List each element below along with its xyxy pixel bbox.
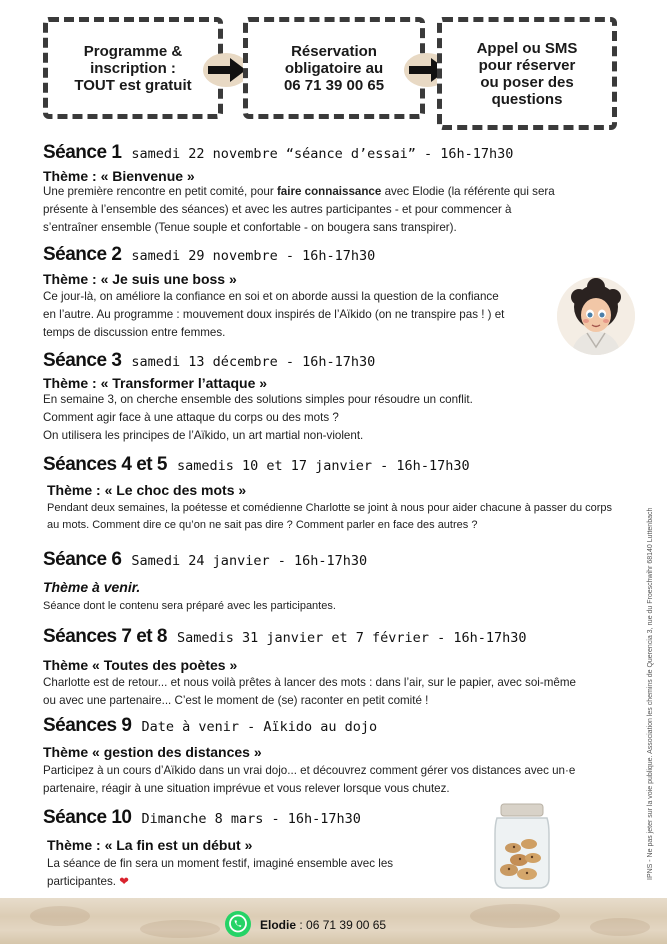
session-theme: Thème : « La fin est un début » bbox=[47, 837, 253, 853]
session-description: Ce jour-là, on améliore la confiance en soi et on aborde aussi la question de la confiance en l’autre. Au programme : mouvement doux inspirés de l’Aïkido (on ne transpire pas ! ) et temps de discussion entre femmes. bbox=[43, 290, 505, 339]
session-4-5-heading bbox=[43, 454, 470, 476]
session-description: En semaine 3, on cherche ensemble des solutions simples pour résoudre un conflit. Comment agir face à une attaque du corps ou des mots ? On utilisera les principes de l’Aïkido, un art martial non-violent. bbox=[43, 393, 473, 442]
session-3-heading bbox=[43, 350, 375, 372]
session-7-8-heading bbox=[43, 626, 526, 648]
box-line: obligatoire au bbox=[284, 59, 384, 77]
footer-phone[interactable]: 06 71 39 00 65 bbox=[306, 918, 387, 932]
info-box-reservation bbox=[243, 17, 425, 119]
session-10-heading bbox=[43, 807, 361, 829]
session-title: Séances 4 et 5 bbox=[43, 454, 167, 475]
session-theme: Thème : « Bienvenue » bbox=[43, 168, 195, 184]
session-date: Samedis 31 janvier et 7 février - 16h-17h30 bbox=[176, 630, 527, 646]
session-title: Séances 9 bbox=[43, 715, 132, 736]
footer-name: Elodie bbox=[260, 918, 297, 932]
session-theme: Thème « gestion des distances » bbox=[43, 744, 262, 760]
session-title: Séances 7 et 8 bbox=[43, 626, 167, 647]
session-theme: Thème « Toutes des poètes » bbox=[43, 657, 238, 673]
side-legal-note: IPNS - Ne pas jeter sur la voie publique. Association les chemins de Querencia 3, rue du Froeschwihr 68140 Luttenbach bbox=[647, 507, 654, 880]
session-description: La séance de fin sera un moment festif, imaginé ensemble avec les participantes. ❤ bbox=[47, 857, 394, 888]
session-date: samedi 22 novembre “séance d’essai” - 16h-17h30 bbox=[131, 146, 514, 162]
session-description: Une première rencontre en petit comité, pour faire connaissance avec Elodie (la référente qui sera présente à l’ensemble des séances) et avec les autres participantes - et pour commencer à s’entraîner ensemble (Tenue souple et confortable - on bougera sans transpirer). bbox=[43, 185, 555, 234]
session-date: Samedi 24 janvier - 16h-17h30 bbox=[131, 553, 368, 569]
session-theme: Thème : « Transformer l’attaque » bbox=[43, 375, 268, 391]
session-title: Séance 6 bbox=[43, 549, 122, 570]
session-date: samedis 10 et 17 janvier - 16h-17h30 bbox=[176, 458, 470, 474]
box-line: ou poser des bbox=[480, 73, 574, 91]
info-box-program bbox=[43, 17, 223, 119]
session-9-heading bbox=[43, 715, 377, 737]
info-box-contact bbox=[437, 17, 617, 130]
box-line: Programme & bbox=[83, 42, 183, 60]
session-theme: Thème : « Le choc des mots » bbox=[47, 482, 247, 498]
session-date: samedi 13 décembre - 16h-17h30 bbox=[131, 354, 376, 370]
box-line: Appel ou SMS bbox=[476, 39, 578, 57]
session-date: Date à venir - Aïkido au dojo bbox=[141, 719, 378, 735]
session-2-heading bbox=[43, 244, 375, 266]
box-phone[interactable]: 06 71 39 00 65 bbox=[283, 76, 385, 94]
session-description: Pendant deux semaines, la poétesse et comédienne Charlotte se joint à nous pour aider chacune à passer du corps au mots. Comment dire ce qu’on ne sait pas dire ? Comment parler en face des autres ? bbox=[47, 502, 613, 531]
session-description: Participez à un cours d’Aïkido dans un vrai dojo... et découvrez comment gérer vos distances avec un·e partenaire, réagir à une situation imprévue et vous relever lorsque vous chutez. bbox=[43, 764, 576, 795]
session-date: samedi 29 novembre - 16h-17h30 bbox=[131, 248, 376, 264]
session-title: Séance 1 bbox=[43, 142, 122, 163]
girl-portrait-illustration bbox=[557, 277, 635, 355]
session-title: Séance 2 bbox=[43, 244, 122, 265]
session-description: Séance dont le contenu sera préparé avec les participantes. bbox=[43, 600, 336, 612]
footer-contact: Elodie : 06 71 39 00 65 bbox=[260, 918, 387, 932]
box-line: questions bbox=[491, 90, 563, 108]
session-description: Charlotte est de retour... et nous voilà prêtes à lancer des mots : dans l’air, sur le papier, avec soi-même ou avec une partenaire... C’est le moment de (se) raconter en petit comité ! bbox=[43, 676, 576, 707]
session-theme: Thème à venir. bbox=[43, 579, 141, 595]
box-line: pour réserver bbox=[478, 56, 576, 74]
session-1-heading bbox=[43, 142, 513, 164]
box-line: inscription : bbox=[90, 59, 176, 77]
heart-icon: ❤ bbox=[119, 875, 129, 888]
session-date: Dimanche 8 mars - 16h-17h30 bbox=[141, 811, 361, 827]
session-theme: Thème : « Je suis une boss » bbox=[43, 271, 237, 287]
session-title: Séance 3 bbox=[43, 350, 122, 371]
box-line: TOUT est gratuit bbox=[74, 76, 192, 94]
cookie-jar-illustration bbox=[487, 800, 557, 890]
session-6-heading bbox=[43, 549, 367, 571]
session-title: Séance 10 bbox=[43, 807, 132, 828]
box-line: Réservation bbox=[291, 42, 377, 60]
whatsapp-icon[interactable] bbox=[224, 910, 252, 938]
